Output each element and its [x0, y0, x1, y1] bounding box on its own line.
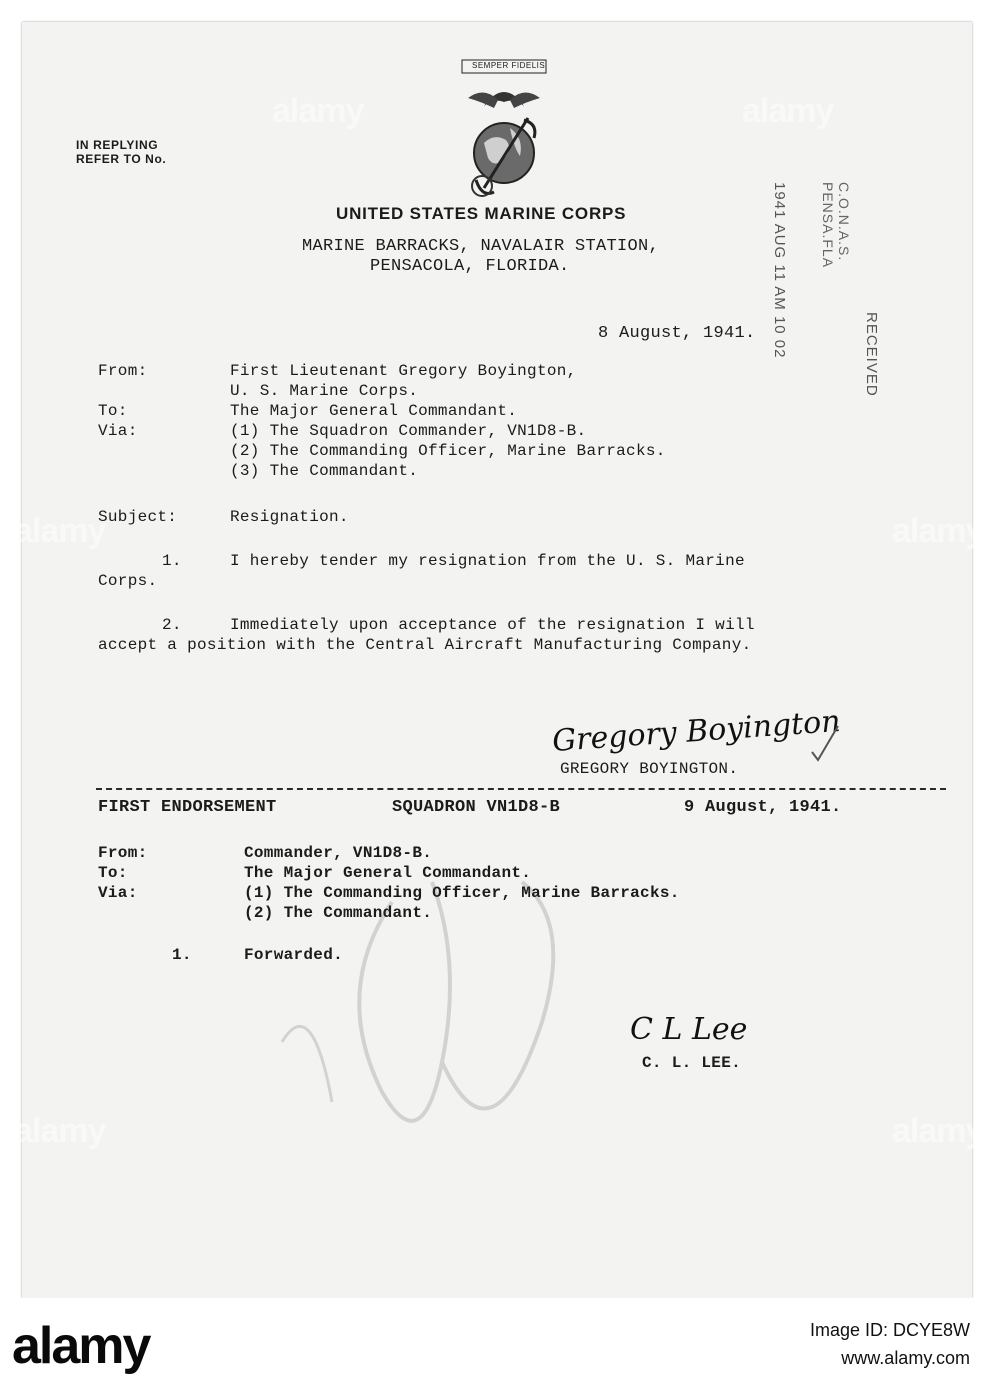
boyington-signature: Gregory Boyington: [551, 703, 842, 760]
watermark-bottom-right: alamy: [892, 1112, 984, 1150]
endorsement-via-item-2: (2) The Commandant.: [244, 904, 433, 922]
endorsement-unit: SQUADRON VN1D8-B: [392, 798, 561, 817]
via-label: Via:: [98, 422, 138, 440]
stamp-line-2: PENSA.FLA: [820, 182, 836, 269]
letter-date: 8 August, 1941.: [598, 324, 756, 343]
via-item-2: (2) The Commanding Officer, Marine Barracks.: [230, 442, 666, 460]
address-line-2: PENSACOLA, FLORIDA.: [370, 257, 570, 276]
endorsement-from-value: Commander, VN1D8-B.: [244, 844, 433, 862]
reply-line-1: IN REPLYING: [76, 138, 159, 152]
paragraph-1-line-2: Corps.: [98, 572, 158, 590]
endorsement-to-value: The Major General Commandant.: [244, 864, 532, 882]
marine-corps-emblem: [454, 58, 554, 218]
to-value: The Major General Commandant.: [230, 402, 518, 420]
via-item-3: (3) The Commandant.: [230, 462, 419, 480]
emblem-motto: SEMPER FIDELIS: [472, 61, 546, 70]
address-line-1: MARINE BARRACKS, NAVALAIR STATION,: [302, 237, 660, 256]
paragraph-2-line-1: Immediately upon acceptance of the resignation I will: [230, 616, 755, 634]
endorsement-paragraph-text: Forwarded.: [244, 946, 344, 964]
endorsement-paragraph-number: 1.: [172, 946, 192, 964]
paragraph-1-number: 1.: [162, 552, 182, 570]
section-divider: [96, 788, 946, 790]
reply-line-2: REFER TO No.: [76, 152, 167, 166]
watermark-top-left: alamy: [272, 92, 364, 130]
received-stamp: [820, 182, 852, 268]
stamp-line-4: RECEIVED: [863, 312, 880, 397]
endorsement-via-label: Via:: [98, 884, 138, 902]
document-page: [14, 22, 984, 1298]
to-label: To:: [98, 402, 128, 420]
via-item-1: (1) The Squadron Commander, VN1D8-B.: [230, 422, 587, 440]
endorsement-date: 9 August, 1941.: [684, 798, 842, 817]
endorsement-via-item-1: (1) The Commanding Officer, Marine Barracks.: [244, 884, 680, 902]
endorsement-heading: FIRST ENDORSEMENT: [98, 798, 277, 817]
bleed-through-mark: [272, 842, 602, 1186]
watermark-left-mid: alamy: [14, 512, 106, 550]
paragraph-2-number: 2.: [162, 616, 182, 634]
watermark-bottom-left: alamy: [14, 1112, 106, 1150]
lee-typed-name: C. L. LEE.: [642, 1054, 742, 1072]
from-label: From:: [98, 362, 148, 380]
from-line-1: First Lieutenant Gregory Boyington,: [230, 362, 577, 380]
footer-brand-logo: alamy: [12, 1317, 150, 1375]
stamp-line-3: 1941 AUG 11 AM 10 02: [771, 182, 788, 359]
endorsement-from-label: From:: [98, 844, 148, 862]
subject-label: Subject:: [98, 508, 178, 526]
stamp-line-1: C.O.N.A.S.: [836, 182, 852, 262]
subject-value: Resignation.: [230, 508, 349, 526]
watermark-top-right: alamy: [742, 92, 834, 130]
check-mark-icon: [810, 722, 840, 766]
organization-title: UNITED STATES MARINE CORPS: [336, 204, 627, 223]
lee-signature: C L Lee: [630, 1012, 748, 1047]
watermark-right-mid: alamy: [892, 512, 984, 550]
paragraph-2-line-2: accept a position with the Central Aircraft Manufacturing Company.: [98, 636, 752, 654]
endorsement-to-label: To:: [98, 864, 128, 882]
eagle-globe-anchor-icon: [454, 58, 554, 218]
stock-footer: [0, 1298, 994, 1390]
paragraph-1-line-1: I hereby tender my resignation from the U. S. Marine: [230, 552, 745, 570]
footer-image-id: Image ID: DCYE8W: [809, 1320, 970, 1340]
from-line-2: U. S. Marine Corps.: [230, 382, 419, 400]
footer-url: www.alamy.com: [841, 1348, 970, 1368]
boyington-typed-name: GREGORY BOYINGTON.: [560, 760, 739, 778]
